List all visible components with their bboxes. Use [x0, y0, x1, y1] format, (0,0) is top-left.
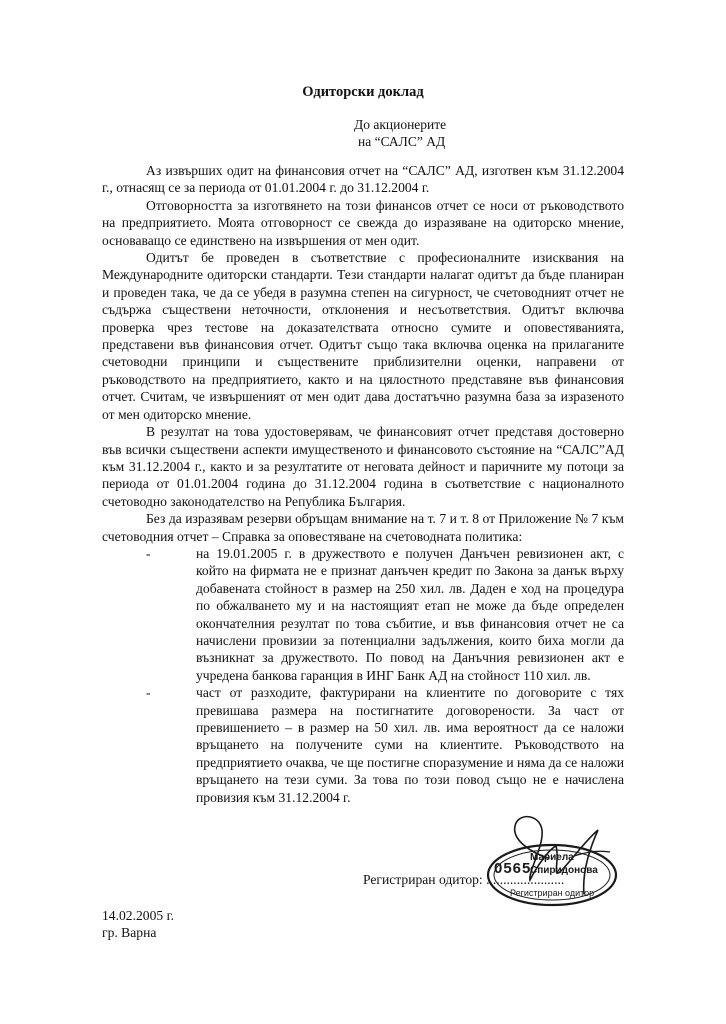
stamp-name-line1: Мариела: [530, 852, 574, 863]
auditor-stamp: [484, 838, 634, 948]
list-marker: -: [146, 685, 151, 701]
document-place: гр. Варна: [102, 925, 157, 941]
stamp-caption: Регистриран одитор: [510, 888, 595, 898]
date-place-block: [102, 907, 174, 942]
paragraph-1: Аз извърших одит на финансовия отчет на “САЛС” АД, изготвен към 31.12.2004 г., отнасящ се за периода от 01.01.2004 г. до 31.12.2004 г.: [102, 163, 624, 196]
document-body: [102, 162, 624, 806]
paragraph-3: Одитът бе проведен в съответствие с професионалните изисквания на Международните одиторски стандарти. Тези стандарти налагат одитът да бъде планиран и проведен така, че да се убедя в разумна степен на сигурност, че счетоводният отчет не съдържа съществени неточности, отклонения и несъответствия. Одитът включва проверка чрез тестове на доказателствата относно сумите и оповестяванията, представени във финансовия отчет. Одитът също така включва оценка на прилаганите счетоводни принципи и съществените приблизителни оценки, направени от ръководството на предприятието, както и на цялостното представяне във финансовия отчет. Считам, че извършеният от мен одит дава достатъчно разумна база за изразеното от мен одиторско мнение.: [102, 250, 624, 422]
list-item-text: част от разходите, фактурирани на клиентите по договорите с тях превишава размера на постигнатите договорености. За част от превишението – в размер на 50 хил. лв. има вероятност да се наложи връщането на получените суми на клиентите. Ръководството на предприятието очаква, че ще постигне споразумение и няма да се наложи връщането на тези суми. За това по този повод също не е начислена провизия към 31.12.2004 г.: [196, 685, 624, 805]
paragraph-5: Без да изразявам резерви обръщам внимание на т. 7 и т. 8 от Приложение № 7 към счетоводния отчет – Справка за оповестяване на счетоводната политика:: [102, 511, 624, 544]
document-date: 14.02.2005 г.: [102, 908, 175, 923]
document-title: Одиторски доклад: [302, 84, 424, 100]
addressee-line-1: До акционерите: [354, 117, 447, 132]
remarks-list: [102, 545, 624, 806]
signature-label: Регистриран одитор:: [363, 872, 487, 887]
list-item-text: на 19.01.2005 г. в дружеството е получен Данъчен ревизионен акт, с който на фирмата не е признат данъчен кредит по Закона за данък върху добавената стойност в размер на 250 хил. лв. Даден е ход на процедура по обжалването му и на настоящият етап не може да бъде определен окончателния резултат по това събитие, и във финансовия отчет не са начислени провизии за потенциални задължения, които биха могли да възникнат за дружеството. По повод на Данъчния ревизионен акт е учредена банкова гаранция в ИНГ Банк АД на стойност 110 хил. лв.: [196, 545, 624, 683]
addressee-line-2: на “САЛС” АД: [358, 134, 446, 149]
paragraph-4: В резултат на това удостоверявам, че финансовият отчет представя достоверно във всички съществени аспекти имущественото и финансовото състояние на “САЛС”АД към 31.12.2004 г., както и за резултатите от неговата дейност и паричните му потоци за периода от 01.01.2004 година до 31.12.2004 година в съответствие с националното счетоводно законодателство на Република България.: [102, 424, 624, 509]
list-item: [102, 684, 624, 806]
list-marker: -: [146, 545, 151, 561]
list-item: [102, 545, 624, 684]
paragraph-2: Отговорността за изготвянето на този финансов отчет се носи от ръководството на предприятието. Моята отговорност се свежда до изразяване на одиторско мнение, основаващо се единствено на извършения от мен одит.: [102, 197, 624, 248]
stamp-number: 0565: [494, 860, 532, 877]
signature-dots: .......................: [486, 872, 565, 887]
stamp-name-line2: Спиридонова: [530, 865, 598, 876]
